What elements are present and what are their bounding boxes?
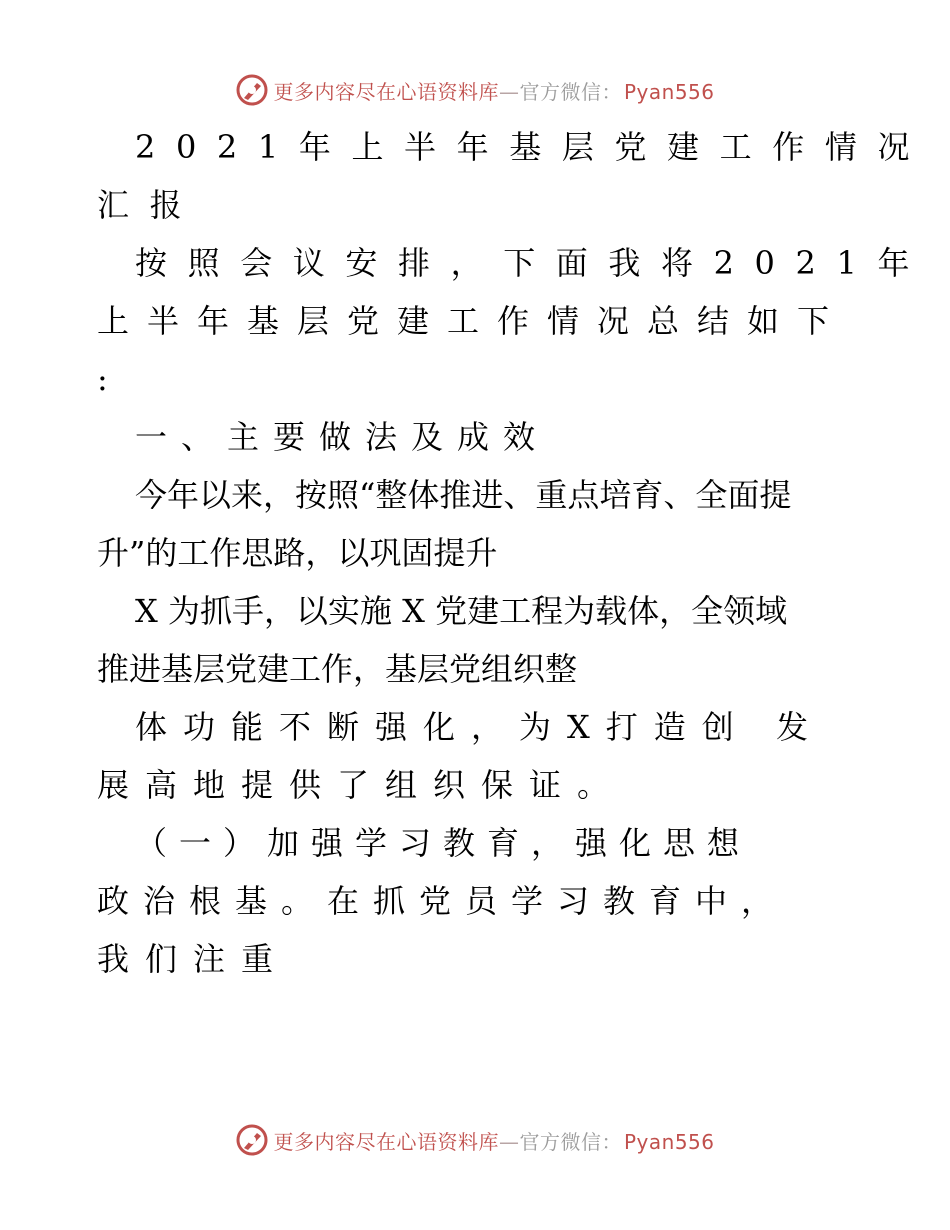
watermark-text: 更多内容尽在心语资料库—官方微信： Pyan556 <box>273 1129 715 1154</box>
paragraph-line: 展高地提供了组织保证。 <box>97 766 626 804</box>
paragraph-line: X 为抓手，以实施 X 党建工程为载体，全领域 <box>135 592 788 630</box>
title-line-1: 2021年上半年基层党建工作情况 <box>135 128 931 166</box>
logo-pen-icon <box>235 73 269 107</box>
paragraph-line: 上半年基层党建工作情况总结如下 <box>97 302 848 340</box>
watermark-banner-bottom <box>0 1120 950 1160</box>
paragraph-line: 体功能不断强化，为X打造创 发 <box>135 708 824 746</box>
paragraph-line: 升”的工作思路，以巩固提升 <box>97 534 498 572</box>
paragraph-line: : <box>97 360 108 398</box>
paragraph-line: 推进基层党建工作，基层党组织整 <box>97 650 578 688</box>
document-body <box>97 118 931 988</box>
title-line-2: 汇报 <box>97 186 203 224</box>
section-heading: 一、主要做法及成效 <box>135 418 550 456</box>
paragraph-line: 按照会议安排，下面我将2021年 <box>135 244 931 282</box>
paragraph-line: 政治根基。在抓党员学习教育中， <box>97 882 788 920</box>
subsection-heading: （一）加强学习教育，强化思想 <box>135 824 752 862</box>
watermark-text: 更多内容尽在心语资料库—官方微信： Pyan556 <box>273 79 715 104</box>
watermark-banner-top <box>0 70 950 110</box>
paragraph-line: 今年以来，按照“整体推进、重点培育、全面提 <box>135 476 792 514</box>
logo-pen-icon <box>235 1123 269 1157</box>
paragraph-line: 我们注重 <box>97 940 290 978</box>
